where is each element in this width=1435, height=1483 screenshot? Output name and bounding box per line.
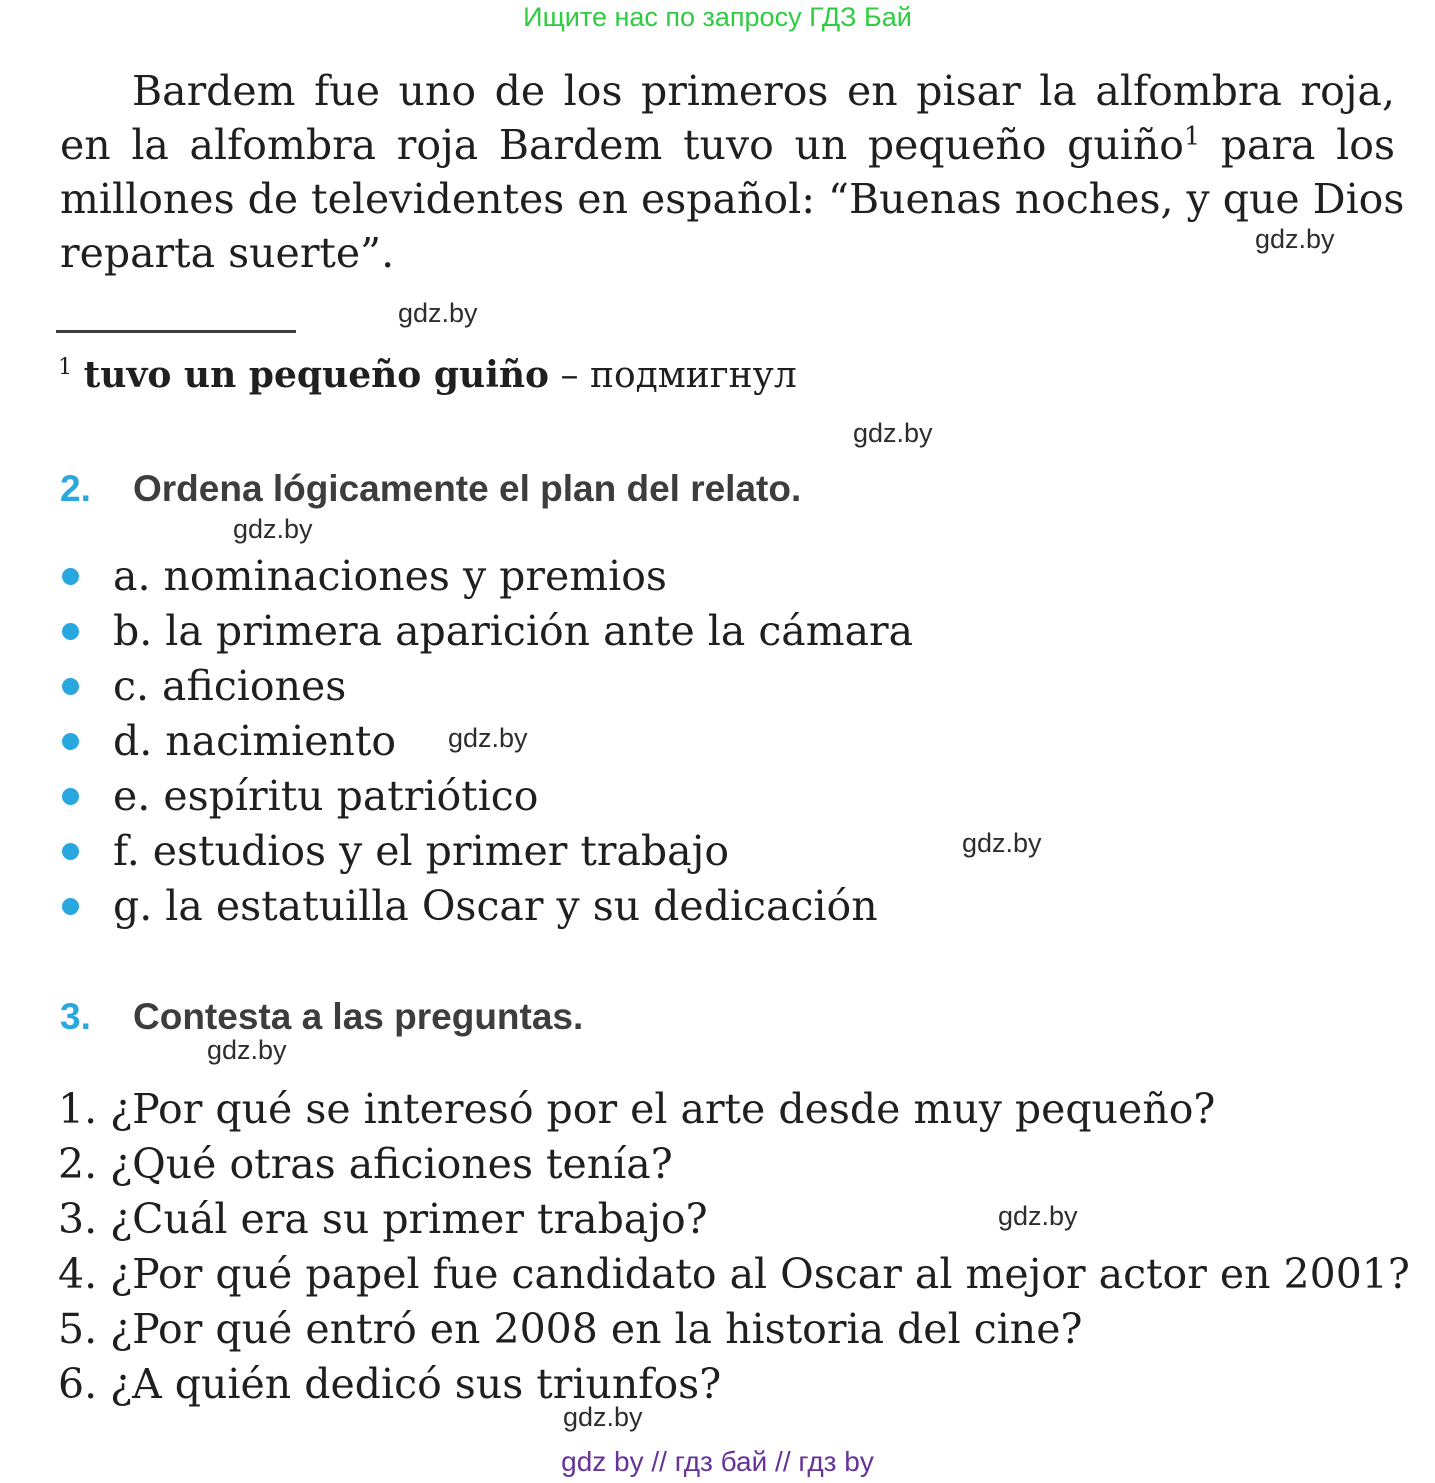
exercise-3-questions: [58, 1082, 1410, 1412]
footnote: [58, 352, 797, 399]
list-item-label: d. nacimiento: [113, 716, 397, 765]
gdz-watermark: gdz.by: [207, 1035, 287, 1065]
footnote-translation: – подмигнул: [560, 355, 797, 396]
bullet-icon: [62, 788, 79, 805]
exercise-3-number: 3.: [60, 996, 91, 1037]
gdz-watermark: gdz.by: [853, 418, 933, 448]
question-item: 2. ¿Qué otras aficiones tenía?: [58, 1140, 673, 1188]
list-item-label: a. nominaciones y premios: [113, 551, 667, 600]
list-item-label: c. aficiones: [113, 661, 347, 710]
list-item: [62, 768, 913, 823]
exercise-2-heading: [60, 468, 801, 510]
bullet-icon: [62, 843, 79, 860]
bullet-icon: [62, 623, 79, 640]
bullet-icon: [62, 678, 79, 695]
exercise-3-heading: [60, 996, 583, 1038]
gdz-watermark: gdz.by: [398, 298, 478, 328]
question-item: 6. ¿A quién dedicó sus triunfos?: [58, 1360, 722, 1408]
paragraph-line-2-tail: para los: [1220, 121, 1395, 169]
main-paragraph: [60, 64, 1405, 280]
bullet-icon: [62, 568, 79, 585]
exercise-3-title: Contesta a las preguntas.: [133, 996, 584, 1037]
list-item: [62, 603, 913, 658]
list-item: [62, 878, 913, 933]
footnote-marker: 1: [1183, 120, 1201, 151]
gdz-watermark: gdz.by: [1255, 224, 1335, 254]
question-item: 5. ¿Por qué entró en 2008 en la historia del cine?: [58, 1305, 1083, 1353]
bullet-icon: [62, 733, 79, 750]
gdz-watermark: gdz.by: [233, 514, 313, 544]
footnote-divider: [56, 330, 296, 333]
top-banner: Ищите нас по запросу ГДЗ Бай: [523, 2, 912, 32]
list-item-label: f. estudios y el primer trabajo: [113, 826, 730, 875]
list-item: [62, 823, 913, 878]
site-footer: gdz by // гдз бай // гдз by: [561, 1446, 874, 1477]
gdz-watermark: gdz.by: [563, 1402, 643, 1432]
list-item-label: b. la primera aparición ante la cámara: [113, 606, 914, 655]
paragraph-line-1: Bardem fue uno de los primeros en pisar la alfombra roja,: [132, 67, 1395, 115]
paragraph-line-3: millones de televidentes en español: “Buenas noches, y que Dios: [60, 175, 1405, 223]
question-item: 3. ¿Cuál era su primer trabajo?: [58, 1195, 708, 1243]
exercise-2-number: 2.: [60, 468, 91, 509]
gdz-watermark: gdz.by: [998, 1201, 1078, 1231]
exercise-2-title: Ordena lógicamente el plan del relato.: [133, 468, 802, 509]
footnote-number: 1: [58, 354, 73, 380]
paragraph-line-2-text: en la alfombra roja Bardem tuvo un pequeño guiño: [60, 121, 1184, 169]
question-item: 4. ¿Por qué papel fue candidato al Oscar al mejor actor en 2001?: [58, 1250, 1410, 1298]
bullet-icon: [62, 898, 79, 915]
question-item: 1. ¿Por qué se interesó por el arte desde muy pequeño?: [58, 1085, 1216, 1133]
list-item: [62, 548, 913, 603]
paragraph-line-4: reparta suerte”.: [60, 229, 395, 277]
list-item-label: g. la estatuilla Oscar y su dedicación: [113, 881, 878, 930]
gdz-watermark: gdz.by: [962, 828, 1042, 858]
list-item-label: e. espíritu patriótico: [113, 771, 539, 820]
paragraph-line-2: [60, 118, 1395, 172]
list-item: [62, 658, 913, 713]
footnote-term: tuvo un pequeño guiño: [83, 354, 550, 396]
gdz-watermark: gdz.by: [448, 723, 528, 753]
